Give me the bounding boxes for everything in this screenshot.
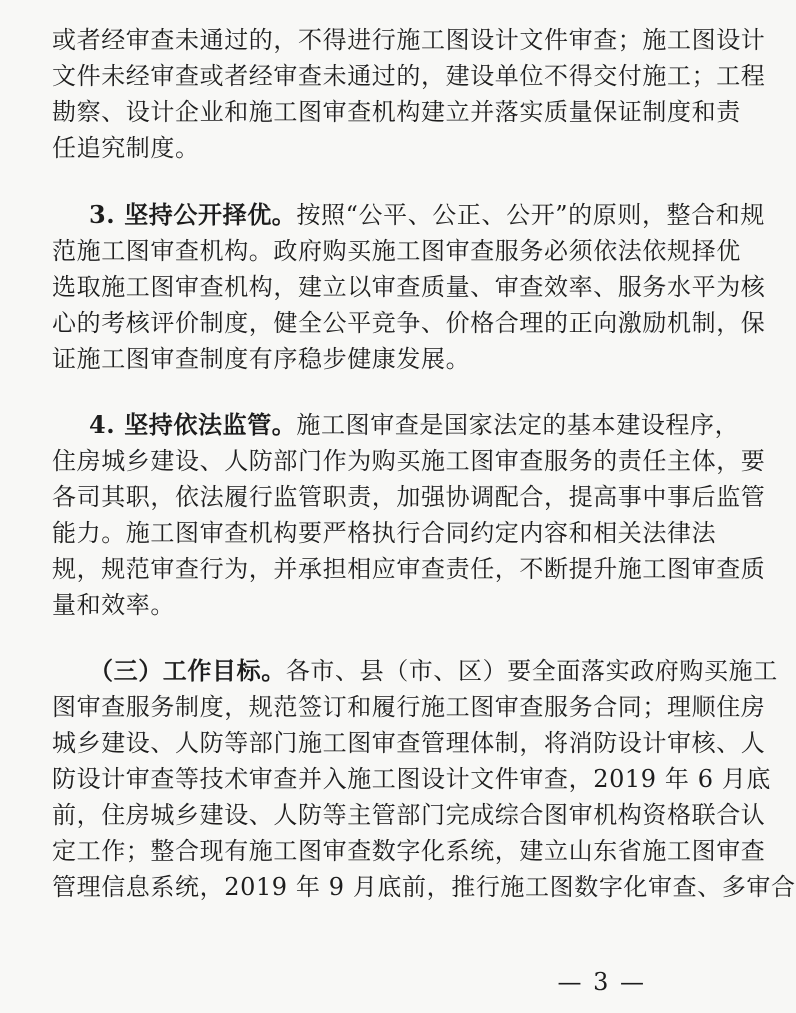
- paragraph-3-first-text: 按照“公平、公正、公开”的原则，整合和规: [296, 201, 765, 229]
- body-line-7: 选取施工图审查机构，建立以审查质量、审查效率、服务水平为核: [52, 273, 766, 301]
- body-line-6: 范施工图审查机构。政府购买施工图审查服务必须依法依规择优: [52, 237, 741, 265]
- paragraph-4-first-text: 施工图审查是国家法定的基本建设程序，: [296, 411, 740, 439]
- paragraph-5-first-line: [89, 653, 778, 689]
- body-line-19: 防设计审查等技术审查并入施工图设计文件审查，2019 年 6 月底: [52, 765, 772, 793]
- body-line-4: 任追究制度。: [52, 134, 200, 162]
- body-line-9: 证施工图审查制度有序稳步健康发展。: [52, 345, 471, 373]
- body-line-12: 各司其职，依法履行监管职责，加强协调配合，提高事中事后监管: [52, 483, 766, 511]
- body-line-3: 勘察、设计企业和施工图审查机构建立并落实质量保证制度和责: [52, 98, 741, 126]
- paragraph-3-heading: 3. 坚持公开择优。: [89, 200, 297, 229]
- body-line-11: 住房城乡建设、人防部门作为购买施工图审查服务的责任主体，要: [52, 447, 766, 475]
- body-line-1: 或者经审查未通过的，不得进行施工图设计文件审查；施工图设计: [52, 26, 766, 54]
- paragraph-4-first-line: [89, 407, 740, 443]
- body-line-14: 规，规范审查行为，并承担相应审查责任，不断提升施工图审查质: [52, 555, 766, 583]
- body-line-22: 管理信息系统，2019 年 9 月底前，推行施工图数字化审查、多审合: [52, 873, 796, 901]
- page-number: — 3 —: [557, 968, 646, 996]
- body-line-2: 文件未经审查或者经审查未通过的，建设单位不得交付施工；工程: [52, 62, 766, 90]
- body-line-15: 量和效率。: [52, 591, 175, 619]
- body-line-18: 城乡建设、人防等部门施工图审查管理体制，将消防设计审核、人: [52, 729, 766, 757]
- body-line-17: 图审查服务制度，规范签订和履行施工图审查服务合同；理顺住房: [52, 693, 766, 721]
- paragraph-5-heading: （三）工作目标。: [89, 656, 286, 685]
- paragraph-5-first-text: 各市、县（市、区）要全面落实政府购买施工: [285, 657, 778, 685]
- body-line-20: 前，住房城乡建设、人防等主管部门完成综合图审机构资格联合认: [52, 801, 766, 829]
- paragraph-4-heading: 4. 坚持依法监管。: [89, 410, 297, 439]
- paragraph-3-first-line: [89, 197, 765, 233]
- body-line-13: 能力。施工图审查机构要严格执行合同约定内容和相关法律法: [52, 519, 717, 547]
- body-line-8: 心的考核评价制度，健全公平竞争、价格合理的正向激励机制，保: [52, 309, 766, 337]
- body-line-21: 定工作；整合现有施工图审查数字化系统，建立山东省施工图审查: [52, 837, 766, 865]
